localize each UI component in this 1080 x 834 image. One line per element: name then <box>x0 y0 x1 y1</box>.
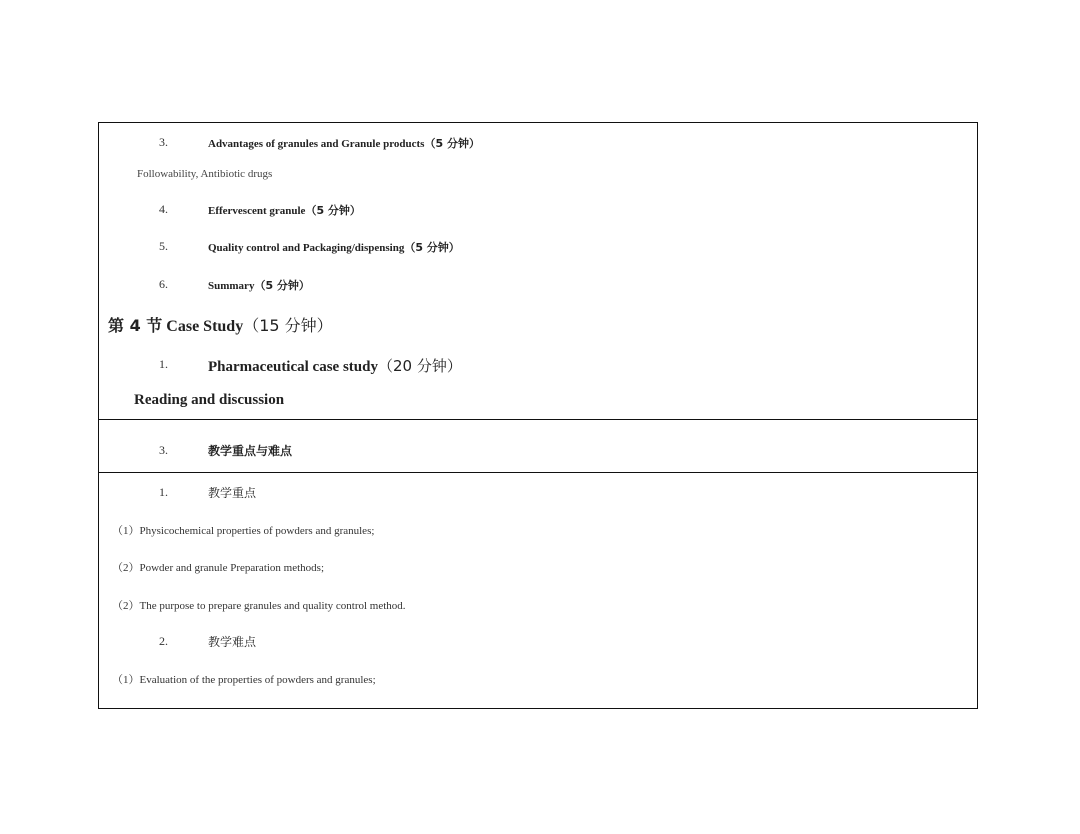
difficulties-heading: 教学难点 <box>208 635 257 649</box>
item-3-note: Followability, Antibiotic drugs <box>137 168 273 180</box>
item-4-number: 4. <box>159 202 168 216</box>
reading-discussion-label: Reading and discussion <box>134 392 285 408</box>
key-points-number: 1. <box>159 485 168 499</box>
key-point-item: （2）The purpose to prepare granules and quality control method. <box>112 600 406 612</box>
item-6-title: Summary（5 分钟） <box>208 279 310 292</box>
key-point-item: （2）Powder and granule Preparation methods; <box>112 562 325 574</box>
key-points-section-number: 3. <box>159 443 168 457</box>
item-4-title: Effervescent granule（5 分钟） <box>208 204 361 217</box>
section-heading: 第 4 节 Case Study（15 分钟） <box>108 316 333 335</box>
item-5-number: 5. <box>159 239 168 253</box>
difficulty-item: （1）Evaluation of the properties of powders and granules; <box>112 674 376 686</box>
item-6-number: 6. <box>159 277 168 291</box>
case-1-number: 1. <box>159 357 168 371</box>
difficulties-number: 2. <box>159 634 168 648</box>
item-5-title: Quality control and Packaging/dispensing（5 分钟） <box>208 241 460 254</box>
item-3-number: 3. <box>159 135 168 149</box>
item-3-title: Advantages of granules and Granule products（5 分钟） <box>208 137 480 150</box>
key-point-item: （1）Physicochemical properties of powders and granules; <box>112 525 375 537</box>
key-points-heading: 教学重点 <box>208 486 257 500</box>
key-points-section-heading: 教学重点与难点 <box>208 444 293 458</box>
case-1-title: Pharmaceutical case study（20 分钟） <box>208 357 462 375</box>
